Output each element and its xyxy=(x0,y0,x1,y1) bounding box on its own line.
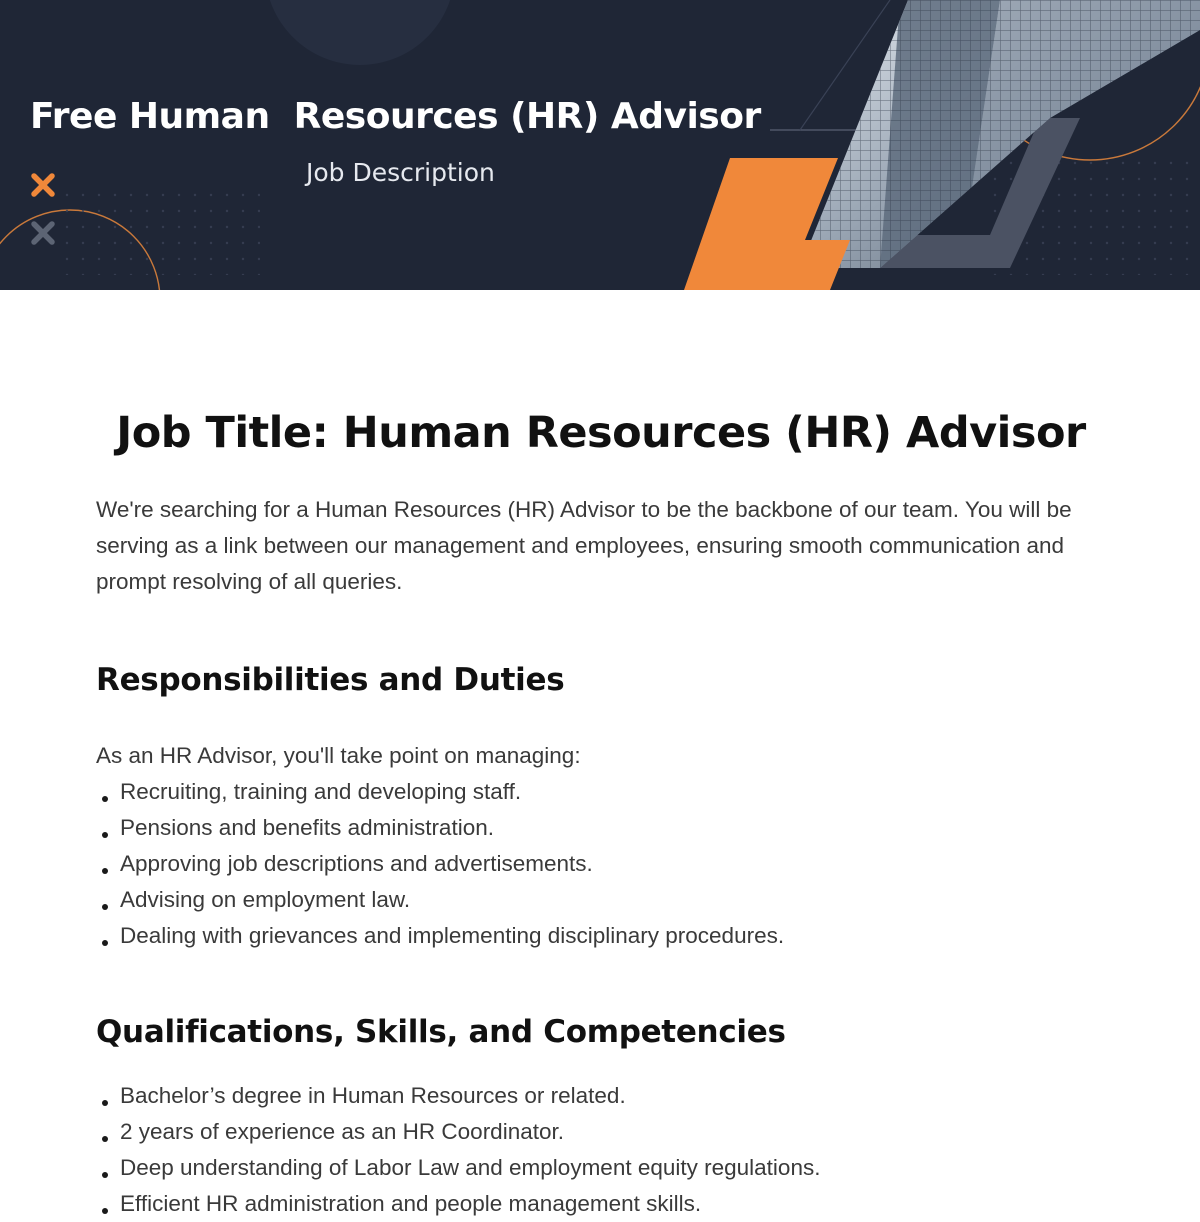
list-item: Dealing with grievances and implementing disciplinary procedures. xyxy=(96,918,1106,954)
qualifications-list xyxy=(96,1078,1106,1222)
responsibilities-list xyxy=(96,774,1106,954)
list-item: Efficient HR administration and people management skills. xyxy=(96,1186,1106,1222)
responsibilities-intro: As an HR Advisor, you'll take point on managing: xyxy=(96,743,581,768)
intro-paragraph: We're searching for a Human Resources (HR) Advisor to be the backbone of our team. You will be serving as a link between our management and employees, ensuring smooth communication and prompt resolving of all queries. xyxy=(96,497,1072,594)
list-item: Recruiting, training and developing staff. xyxy=(96,774,1106,810)
header-banner xyxy=(0,0,1200,290)
list-item: Advising on employment law. xyxy=(96,882,1106,918)
list-item: Bachelor’s degree in Human Resources or related. xyxy=(96,1078,1106,1114)
list-item: Deep understanding of Labor Law and employment equity regulations. xyxy=(96,1150,1106,1186)
close-x-gray-icon xyxy=(34,224,52,242)
qualifications-heading: Qualifications, Skills, and Competencies xyxy=(96,1014,786,1050)
job-title-heading: Job Title: Human Resources (HR) Advisor xyxy=(116,408,1086,458)
banner-title: Free Human Resources (HR) Advisor xyxy=(30,96,761,137)
list-item: Pensions and benefits administration. xyxy=(96,810,1106,846)
close-x-orange-icon xyxy=(34,176,52,194)
banner-decoration xyxy=(0,0,1200,290)
banner-subtitle: Job Description xyxy=(306,158,495,187)
list-item: 2 years of experience as an HR Coordinator. xyxy=(96,1114,1106,1150)
document-body xyxy=(96,408,1106,1222)
responsibilities-heading: Responsibilities and Duties xyxy=(96,662,565,698)
list-item: Approving job descriptions and advertisements. xyxy=(96,846,1106,882)
